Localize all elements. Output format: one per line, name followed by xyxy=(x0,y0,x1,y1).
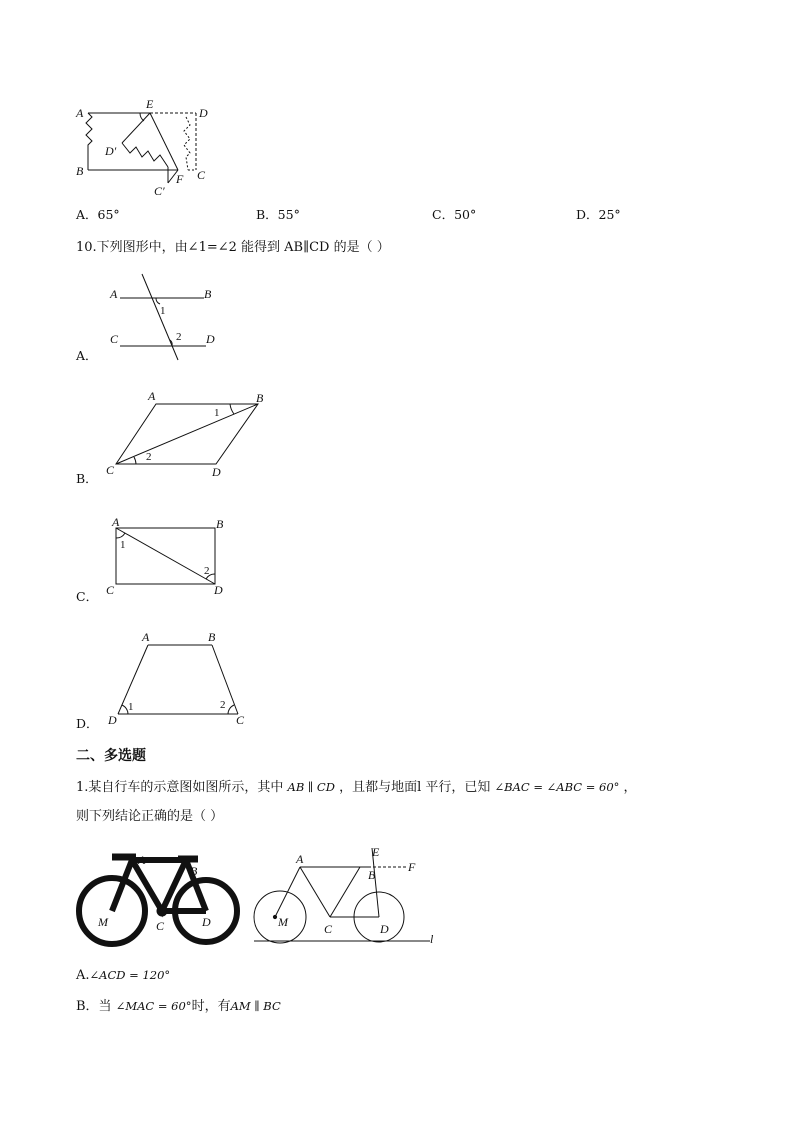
mq1-stem-part3: ， xyxy=(623,780,637,795)
fig9-label-Dprime: D′ xyxy=(105,144,117,158)
q9-option-a[interactable]: A．65° xyxy=(76,207,120,222)
mq1-option-a-prefix: A. xyxy=(76,968,90,983)
bike-right-label-A: A xyxy=(296,852,304,866)
q10d-label-C: C xyxy=(236,713,245,727)
mq1-option-b-math1: ∠MAC = 60° xyxy=(115,999,192,1013)
bike-right-label-F: F xyxy=(408,860,416,874)
bike-right-label-B: B xyxy=(368,868,376,882)
mq1-option-b-prefix: B．当 xyxy=(76,999,112,1014)
q10a-label-B: B xyxy=(204,287,212,301)
q10-figure-b xyxy=(100,388,280,483)
mq1-stem-part1: 1.某自行车的示意图如图所示，其中 xyxy=(76,780,284,795)
bike-right-label-C: C xyxy=(324,922,333,936)
q9-option-c[interactable]: C．50° xyxy=(432,207,477,222)
q10a-label-1: 1 xyxy=(160,305,166,317)
q10-option-d[interactable]: D． xyxy=(76,716,99,731)
q10b-label-2: 2 xyxy=(146,451,152,463)
q10b-label-1: 1 xyxy=(214,407,220,419)
bike-left-label-M: M xyxy=(98,915,108,929)
q10b-label-A: A xyxy=(148,389,156,403)
bike-right-label-D: D xyxy=(380,922,389,936)
q10-figure-d xyxy=(100,628,260,728)
fig9-label-B: B xyxy=(76,164,84,178)
bike-left-label-A: A xyxy=(138,853,146,867)
fig9-label-E: E xyxy=(146,97,154,111)
q10c-label-2: 2 xyxy=(204,565,210,577)
mq1-option-b-mid: 时，有 xyxy=(191,999,231,1014)
q10b-label-C: C xyxy=(106,463,115,477)
mq1-stem-math1: AB ∥ CD xyxy=(287,780,335,794)
q10c-label-B: B xyxy=(216,517,224,531)
q10-figure-c xyxy=(100,512,240,602)
q10-stem: 10.下列图形中，由∠1=∠2 能得到 AB∥CD 的是（ ） xyxy=(76,240,390,255)
q10-option-c[interactable]: C． xyxy=(76,589,99,604)
bike-right-label-E: E xyxy=(372,845,380,859)
q10d-label-2: 2 xyxy=(220,699,226,711)
bike-right-label-M: M xyxy=(278,915,288,929)
q10a-label-A: A xyxy=(110,287,118,301)
mq1-stem-line1 xyxy=(76,778,637,797)
q10c-label-D: D xyxy=(214,583,223,597)
bicycle-schematic-figure xyxy=(248,840,448,952)
fig9-label-F: F xyxy=(176,172,184,186)
q10-figure-a xyxy=(100,268,230,363)
q10c-label-A: A xyxy=(112,515,120,529)
q10d-label-1: 1 xyxy=(128,701,134,713)
bike-left-label-D: D xyxy=(202,915,211,929)
q9-option-d[interactable]: D．25° xyxy=(576,207,621,222)
mq1-stem-math2: ∠BAC = ∠ABC = 60° xyxy=(494,780,620,794)
bike-left-label-C: C xyxy=(156,919,165,933)
bike-left-label-B: B xyxy=(190,864,198,878)
q10c-label-C: C xyxy=(106,583,115,597)
bike-right-label-l: l xyxy=(430,932,434,946)
mq1-option-b-math2: AM ∥ BC xyxy=(230,999,281,1013)
q10a-label-D: D xyxy=(206,332,215,346)
section-heading-multiple-choice: 二、多选题 xyxy=(76,748,146,764)
q10b-label-D: D xyxy=(212,465,221,479)
mq1-stem-part2: ，且都与地面l 平行，已知 xyxy=(339,780,491,795)
q10d-label-D: D xyxy=(108,713,117,727)
fig9-label-C: C xyxy=(197,168,206,182)
mq1-option-b[interactable] xyxy=(76,997,281,1016)
mq1-option-a[interactable] xyxy=(76,966,170,985)
fold-rectangle-figure xyxy=(70,95,220,205)
q10a-label-C: C xyxy=(110,332,119,346)
fig9-label-A: A xyxy=(76,106,84,120)
q10b-label-B: B xyxy=(256,391,264,405)
q10d-label-A: A xyxy=(142,630,150,644)
q10a-label-2: 2 xyxy=(176,331,182,343)
q9-option-b[interactable]: B．55° xyxy=(256,207,300,222)
q10d-label-B: B xyxy=(208,630,216,644)
q10c-label-1: 1 xyxy=(120,539,126,551)
q10-option-b[interactable]: B． xyxy=(76,471,98,486)
fig9-label-Cprime: C′ xyxy=(154,184,165,198)
mq1-stem-line2: 则下列结论正确的是（ ） xyxy=(76,809,224,824)
mq1-option-a-math: ∠ACD = 120° xyxy=(89,968,171,982)
bicycle-silhouette-figure xyxy=(74,848,244,948)
q10-option-a[interactable]: A． xyxy=(76,348,98,363)
fig9-label-D: D xyxy=(199,106,208,120)
